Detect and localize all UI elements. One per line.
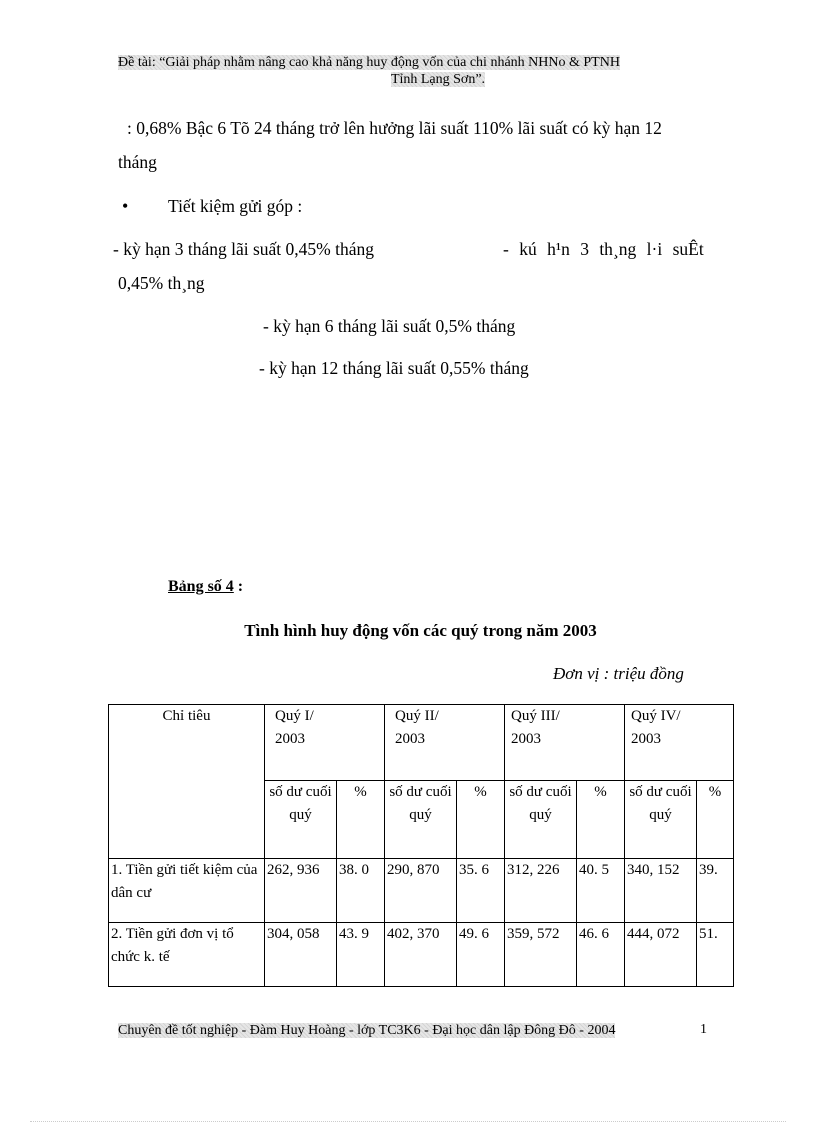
term-12-months: - kỳ hạn 12 tháng lãi suất 0,55% tháng	[259, 358, 529, 378]
paragraph-line-1: : 0,68% Bậc 6 Tõ 24 tháng trở lên hưởng lãi suất 110% lãi suất có kỳ hạn 12	[127, 118, 662, 138]
table-row	[109, 859, 734, 923]
cell-balance: 340, 152	[625, 859, 697, 923]
cell-balance: 304, 058	[265, 923, 337, 987]
cell-balance: 262, 936	[265, 859, 337, 923]
bullet-icon: •	[122, 196, 129, 216]
header-percent-q4: %	[697, 781, 734, 859]
cell-percent: 35. 6	[457, 859, 505, 923]
header-balance-q2: số dư cuối quý	[385, 781, 457, 859]
row-label: 2. Tiền gửi đơn vị tổ chức k. tế	[109, 923, 265, 987]
table-row	[109, 923, 734, 987]
cell-percent: 38. 0	[337, 859, 385, 923]
cell-balance: 312, 226	[505, 859, 577, 923]
term-3-months-garbled-cont: 0,45% th¸ng	[118, 273, 205, 293]
header-line-2: Tỉnh Lạng Sơn”.	[390, 72, 486, 87]
cell-percent: 43. 9	[337, 923, 385, 987]
footer-text: Chuyên đề tốt nghiệp - Đàm Huy Hoàng - lớp TC3K6 - Đại học dân lập Đông Đô - 2004	[118, 1023, 616, 1038]
cell-percent: 40. 5	[577, 859, 625, 923]
table-unit: Đơn vị : triệu đồng	[553, 664, 684, 683]
cell-balance: 359, 572	[505, 923, 577, 987]
page-number: 1	[700, 1022, 707, 1037]
header-quarter-1: Quý I/ 2003	[265, 705, 385, 781]
header-percent-q1: %	[337, 781, 385, 859]
header-quarter-3: Quý III/ 2003	[505, 705, 625, 781]
header-percent-q3: %	[577, 781, 625, 859]
term-3-months: - kỳ hạn 3 tháng lãi suất 0,45% tháng	[113, 239, 374, 259]
page-footer	[118, 1022, 658, 1039]
header-balance-q1: số dư cuối quý	[265, 781, 337, 859]
term-3-months-garbled: - kú h¹n 3 th¸ng l·i suÊt	[503, 239, 704, 259]
header-balance-q3: số dư cuối quý	[505, 781, 577, 859]
cell-balance: 402, 370	[385, 923, 457, 987]
header-quarter-2: Quý II/ 2003	[385, 705, 505, 781]
cell-percent: 46. 6	[577, 923, 625, 987]
header-balance-q4: số dư cuối quý	[625, 781, 697, 859]
cell-percent: 39.	[697, 859, 734, 923]
table-label-suffix: :	[233, 578, 244, 595]
header-line-1: Đề tài: “Giải pháp nhằm nâng cao khả năng huy động vốn của chi nhánh NHNo & PTNH	[118, 55, 620, 70]
page-header	[118, 54, 758, 88]
row-label: 1. Tiền gửi tiết kiệm của dân cư	[109, 859, 265, 923]
term-6-months: - kỳ hạn 6 tháng lãi suất 0,5% tháng	[263, 316, 516, 336]
table-label	[168, 578, 243, 596]
header-indicator: Chỉ tiêu	[109, 705, 265, 859]
paragraph-line-2: tháng	[118, 152, 157, 172]
table-label-text: Bảng số 4	[168, 578, 234, 595]
cell-percent: 49. 6	[457, 923, 505, 987]
header-percent-q2: %	[457, 781, 505, 859]
bullet-title: Tiết kiệm gửi góp :	[168, 196, 303, 216]
capital-mobilization-table	[108, 704, 734, 987]
cell-balance: 444, 072	[625, 923, 697, 987]
table-title: Tình hình huy động vốn các quý trong năm 2003	[244, 621, 597, 640]
header-quarter-4: Quý IV/ 2003	[625, 705, 734, 781]
page-edge-divider	[30, 1121, 786, 1122]
cell-percent: 51.	[697, 923, 734, 987]
cell-balance: 290, 870	[385, 859, 457, 923]
